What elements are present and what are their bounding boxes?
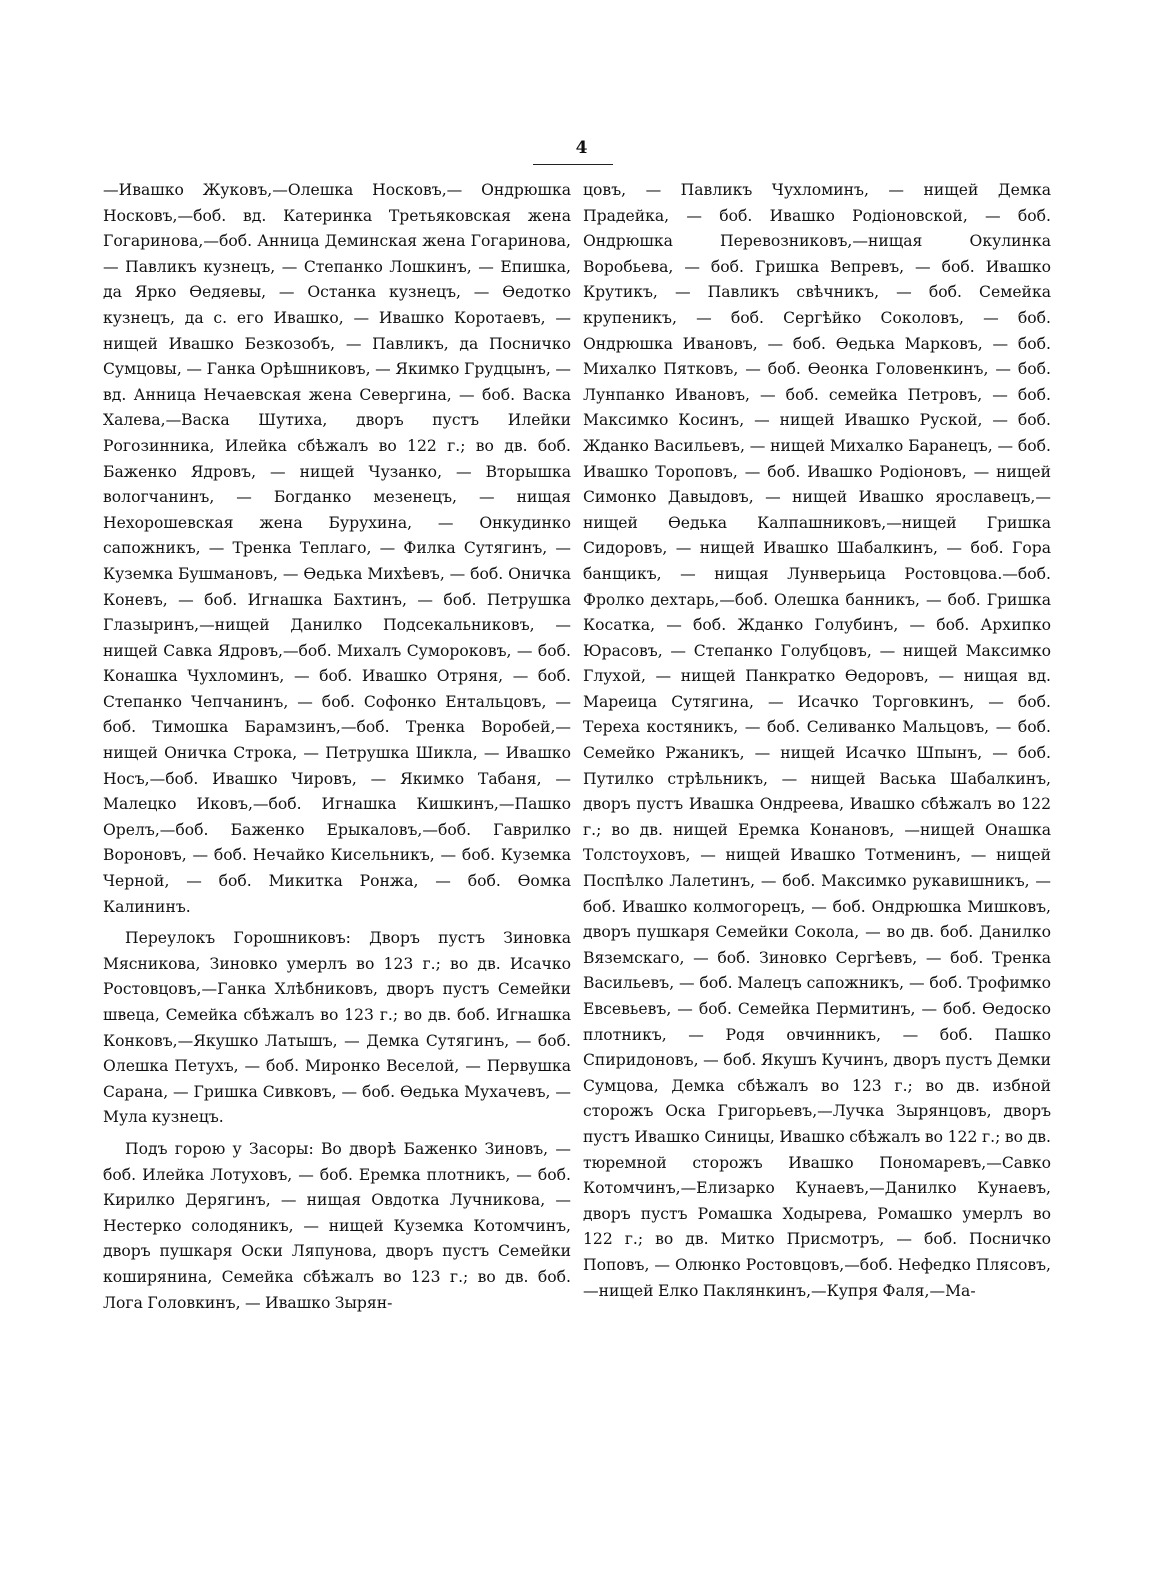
left-paragraph-3: Подъ горою у Засоры: Во дворѣ Баженко Зиновъ, — боб. Илейка Лотуховъ, — боб. Еремка плотникъ, — боб. Кирилко Дерягинъ, — нищая Овдотка Лучникова, —Нестерко солодяникъ, — нищей Куземка Котомчинъ, дворъ пушкаря Оски Ляпунова, дворъ пустъ Семейки коширянина, Семейка сбѣжалъ во 123 г.; во дв. боб. Лога Головкинъ, — Ивашко Зырян-	[103, 1139, 571, 1312]
header-rule	[533, 164, 613, 165]
left-paragraph-1: —Ивашко Жуковъ,—Олешка Носковъ,— Ондрюшка Носковъ,—боб. вд. Катеринка Третьяковская жена Гогаринова,—боб. Анница Деминская жена Гогаринова, — Павликъ кузнецъ, — Степанко Лошкинъ, — Епишка, да Ярко Ѳедяевы, — Останка кузнецъ, — Ѳедотко кузнецъ, да с. его Ивашко, — Ивашко Коротаевъ, — нищей Ивашко Безкозобъ, — Павликъ, да Посничко Сумцовы, — Ганка Орѣшниковъ, — Якимко Грудцынъ, — вд. Анница Нечаевская жена Севергина, — боб. Васка Халева,—Васка Шутиха, дворъ пустъ Илейки Рогозинника, Илейка сбѣжалъ во 122 г.; во дв. боб. Баженко Ядровъ, — нищей Чузанко, — Вторышка вологчанинъ, — Богданко мезенецъ, — нищая Нехорошевская жена Бурухина, — Онкудинко сапожникъ, — Тренка Теплаго, — Филка Сутягинъ, — Куземка Бушмановъ, — Ѳедька Михѣевъ, — боб. Оничка Коневъ, — боб. Игнашка Бахтинъ, — боб. Петрушка Глазыринъ,—нищей Данилко Подсекальниковъ, — нищей Савка Ядровъ,—боб. Михалъ Сумороковъ, — боб. Конашка Чухломинъ, — боб. Ивашко Отряня, — боб. Степанко Чепчанинъ, — боб. Софонко Ентальцовъ, — боб. Тимошка Барамзинъ,—боб. Тренка Воробей,—нищей Оничка Строка, — Петрушка Шикла, — Ивашко Носъ,—боб. Ивашко Чировъ, — Якимко Табаня, — Малецко Иковъ,—боб. Игнашка Кишкинъ,—Пашко Орелъ,—боб. Баженко Ерыкаловъ,—боб. Гаврилко Вороновъ, — боб. Нечайко Кисельникъ, — боб. Куземка Черной, — боб. Микитка Ронжа, — боб. Ѳомка Калининъ.	[103, 181, 571, 916]
right-column	[583, 178, 1051, 1304]
page-number: 4	[575, 138, 588, 158]
right-paragraph-1: цовъ, — Павликъ Чухломинъ, — нищей Демка Прадейка, — боб. Ивашко Родіоновской, — боб. Ондрюшка Перевозниковъ,—нищая Окулинка Воробьева, — боб. Гришка Вепревъ, — боб. Ивашко Крутикъ, — Павликъ свѣчникъ, — боб. Семейка крупеникъ, — боб. Сергѣйко Соколовъ, — боб. Ондрюшка Ивановъ, — боб. Ѳедька Марковъ, — боб. Михалко Пятковъ, — боб. Ѳеонка Головенкинъ, — боб. Лунпанко Ивановъ, — боб. семейка Петровъ, — боб. Максимко Косинъ, — нищей Ивашко Руской, — боб. Жданко Васильевъ, — нищей Михалко Баранецъ, — боб. Ивашко Тороповъ, — боб. Ивашко Родіоновъ, — нищей Симонко Давыдовъ, — нищей Ивашко ярославецъ,—нищей Ѳедька Калпашниковъ,—нищей Гришка Сидоровъ, — нищей Ивашко Шабалкинъ, — боб. Гора банщикъ, — нищая Лунверьица Ростовцова.—боб. Фролко дехтарь,—боб. Олешка банникъ, — боб. Гришка Косатка, — боб. Жданко Голубинъ, — боб. Архипко Юрасовъ, — Степанко Голубцовъ, — нищей Максимко Глухой, — нищей Панкратко Ѳедоровъ, — нищая вд. Мареица Сутягина, — Исачко Торговкинъ, — боб. Тереха костяникъ, — боб. Селиванко Мальцовъ, — боб. Семейко Ржаникъ, — нищей Исачко Шпынъ, — боб. Путилко стрѣльникъ, — нищей Васька Шабалкинъ, дворъ пустъ Ивашка Ондреева, Ивашко сбѣжалъ во 122 г.; во дв. нищей Еремка Конановъ, —нищей Онашка Толстоуховъ, — нищей Ивашко Тотменинъ, — нищей Поспѣлко Лалетинъ, — боб. Максимко рукавишникъ, — боб. Ивашко колмогорецъ, — боб. Ондрюшка Мишковъ, дворъ пушкаря Семейки Сокола, — во дв. боб. Данилко Вяземскаго, — боб. Зиновко Сергѣевъ, — боб. Тренка Васильевъ, — боб. Малецъ сапожникъ, — боб. Трофимко Евсевьевъ, — боб. Семейка Пермитинъ, — боб. Ѳедоско плотникъ, — Родя овчинникъ, — боб. Пашко Спиридоновъ, — боб. Якушъ Кучинъ, дворъ пустъ Демки Сумцова, Демка сбѣжалъ во 123 г.; во дв. избной сторожъ Оска Григорьевъ,—Лучка Зырянцовъ, дворъ пустъ Ивашко Синицы, Ивашко сбѣжалъ во 122 г.; во дв. тюремной сторожъ Ивашко Пономаревъ,—Савко Котомчинъ,—Елизарко Кунаевъ,—Данилко Кунаевъ, дворъ пустъ Ромашка Ходырева, Ромашко умерлъ во 122 г.; во дв. Митко Присмотръ, — боб. Посничко Поповъ, — Олюнко Ростовцовъ,—боб. Нефедко Плясовъ,—нищей Елко Паклянкинъ,—Купря Фаля,—Ма-	[583, 181, 1051, 1300]
left-column	[103, 178, 571, 1316]
left-paragraph-2: Переулокъ Горошниковъ: Дворъ пустъ Зиновка Мясникова, Зиновко умерлъ во 123 г.; во дв. Исачко Ростовцовъ,—Ганка Хлѣбниковъ, дворъ пустъ Семейки швеца, Семейка сбѣжалъ во 123 г.; во дв. боб. Игнашка Конковъ,—Якушко Латышъ, — Демка Сутягинъ, — боб. Олешка Петухъ, — боб. Миронко Веселой, — Первушка Сарана, — Гришка Сивковъ, — боб. Ѳедька Мухачевъ, — Мула кузнецъ.	[103, 929, 571, 1127]
